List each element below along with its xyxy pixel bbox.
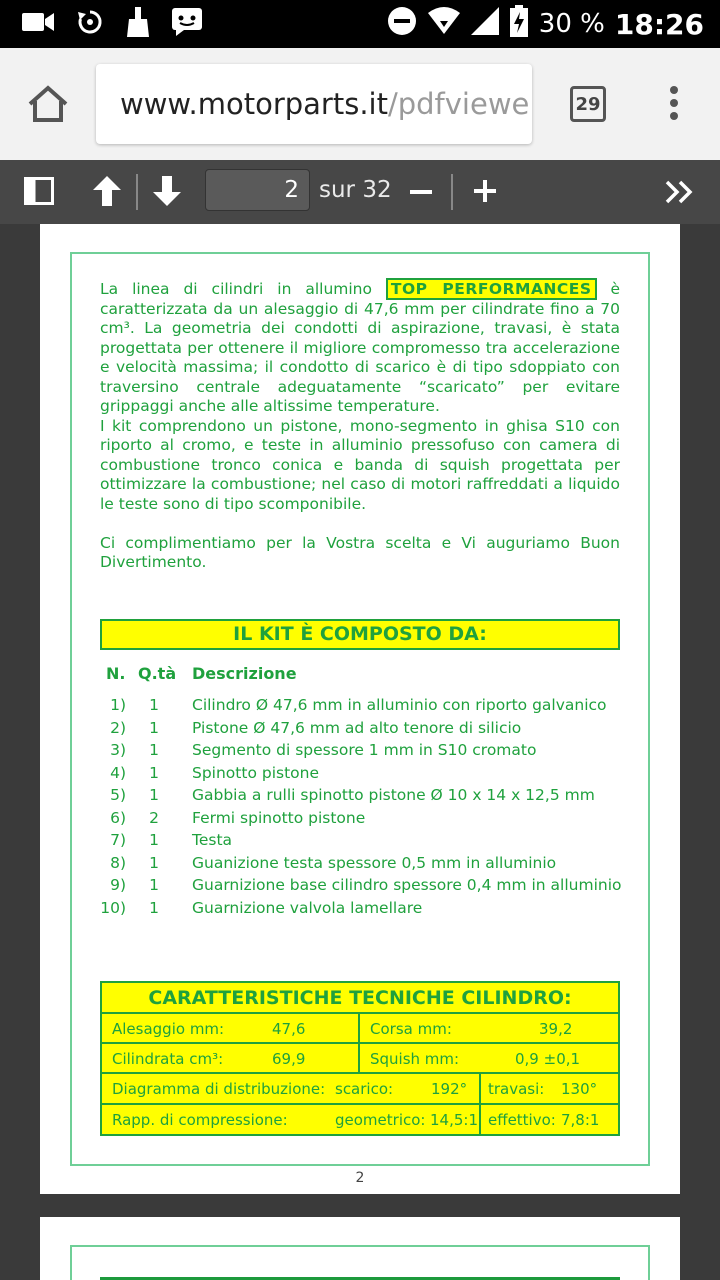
spec-table: [100, 981, 620, 1136]
kit-item-number: 4): [110, 763, 126, 782]
intro-paragraph-1: La geometria dei condotti di aspirazione, travasi, è stata progettata per ottenere il migliore compromesso tra accelerazione e velocità massima; il condotto di scarico è di tipo sdoppiato con traversino centrale adeguatamente “scaricato” per evitare grippaggi anche alle altissime temperature.: [100, 319, 620, 415]
kit-item-description: Spinotto pistone: [192, 763, 319, 782]
page-number-input[interactable]: 2: [205, 169, 310, 211]
kit-item-row: [100, 764, 640, 787]
geometric-value: 14,5:1: [430, 1111, 478, 1129]
home-icon[interactable]: [26, 84, 70, 124]
displacement-label: Cilindrata cm³:: [112, 1050, 224, 1068]
previous-page-icon[interactable]: [92, 174, 122, 212]
kit-item-row: [100, 899, 640, 922]
kit-header-qty: Q.tà: [138, 664, 177, 683]
chat-icon: [172, 8, 202, 40]
kit-item-qty: 1: [149, 696, 159, 714]
url-bar[interactable]: [96, 64, 532, 144]
kit-item-row: [100, 719, 640, 742]
broom-icon: [126, 7, 150, 41]
kit-item-row: [100, 854, 640, 877]
next-page-icon[interactable]: [152, 174, 182, 212]
exhaust-label: scarico:: [335, 1080, 394, 1098]
kit-item-number: 6): [110, 808, 126, 827]
sync-icon: [76, 8, 104, 40]
url-host: www.motorparts.it: [120, 87, 388, 121]
sidebar-toggle-icon[interactable]: [24, 177, 54, 209]
bore-value: 47,6: [272, 1020, 306, 1038]
kit-item-description: Testa: [192, 831, 233, 849]
kit-item-qty: 1: [149, 831, 159, 849]
kit-item-row: [100, 696, 640, 719]
kit-item-description: Guarnizione valvola lamellare: [192, 898, 423, 917]
kit-item-description: Gabbia a rulli spinotto pistone Ø 10 x 14 x 12,5 mm: [192, 786, 595, 804]
stroke-label: Corsa mm:: [370, 1020, 452, 1038]
pdf-page-next: [40, 1217, 680, 1280]
signal-icon: [471, 7, 499, 42]
zoom-out-icon[interactable]: [410, 190, 432, 194]
transfer-label: travasi:: [488, 1080, 545, 1098]
spec-title: CARATTERISTICHE TECNICHE CILINDRO:: [148, 987, 572, 1009]
kit-item-number: 3): [110, 741, 126, 759]
page-total-label: sur 32: [319, 177, 392, 203]
geometric-label: geometrico:: [335, 1111, 426, 1129]
kit-item-qty: 2: [149, 808, 159, 827]
squish-value: 0,9 ±0,1: [515, 1050, 581, 1068]
kit-item-row: [100, 741, 640, 764]
clock: 18:26: [614, 7, 704, 41]
effective-value: 7,8:1: [561, 1111, 600, 1129]
displacement-value: 69,9: [272, 1050, 306, 1068]
kit-item-description: Cilindro Ø 47,6 mm in alluminio con riporto galvanico: [192, 696, 607, 714]
stroke-value: 39,2: [539, 1020, 573, 1038]
kit-list: [100, 696, 640, 921]
squish-label: Squish mm:: [370, 1050, 460, 1068]
page-number-footer: 2: [355, 1170, 365, 1186]
kit-item-row: [100, 831, 640, 854]
kit-item-row: [100, 876, 640, 899]
exhaust-value: 192°: [431, 1080, 468, 1098]
kit-item-description: Fermi spinotto pistone: [192, 808, 366, 827]
kit-item-qty: 1: [149, 786, 159, 804]
kit-item-number: 2): [110, 718, 126, 737]
kit-item-number: 7): [110, 831, 126, 849]
kit-item-row: [100, 786, 640, 809]
browser-toolbar: [0, 48, 720, 160]
intro-paragraph-2: I kit comprendono un pistone, mono-segmento in ghisa S10 con riporto al cromo, e teste in alluminio pressofuso con camera di combustione tronco conica e banda di squish progettata per ottimizzare la combustione; nel caso di motori raffreddati a liquido le teste sono di tipo scomponibile.: [100, 416, 620, 513]
timing-label: Diagramma di distribuzione:: [112, 1080, 326, 1098]
bore-label: Alesaggio mm:: [112, 1020, 225, 1038]
kit-item-qty: 1: [149, 718, 159, 737]
video-camera-icon: [22, 11, 54, 37]
toolbar-separator: [451, 174, 453, 210]
battery-icon: [509, 5, 529, 44]
kit-item-qty: 1: [149, 876, 159, 894]
kit-item-number: 8): [110, 853, 126, 872]
page-border: [70, 1245, 650, 1280]
toolbar-separator: [136, 174, 138, 210]
kit-item-qty: 1: [149, 763, 159, 782]
kit-header-n: N.: [106, 664, 126, 683]
intro-line-pre: La linea di cilindri in allumino: [100, 280, 386, 298]
battery-percent: 30 %: [538, 9, 605, 39]
intro-paragraph-3: Ci complimentiamo per la Vostra scelta e Vi auguriamo Buon Divertimento.: [100, 533, 620, 571]
pdf-document-view[interactable]: [0, 224, 720, 1280]
transfer-value: 130°: [561, 1080, 598, 1098]
kit-item-number: 10): [100, 898, 126, 917]
wifi-icon: [427, 7, 461, 42]
zoom-in-icon[interactable]: [474, 180, 496, 202]
kit-item-number: 9): [110, 876, 126, 894]
kit-item-description: Guarnizione base cilindro spessore 0,4 mm in alluminio: [192, 876, 622, 894]
kit-item-row: [100, 809, 640, 832]
status-bar: [0, 0, 720, 48]
kit-item-qty: 1: [149, 853, 159, 872]
kit-item-qty: 1: [149, 741, 159, 759]
pdf-toolbar: [0, 160, 720, 224]
effective-label: effettivo:: [488, 1111, 556, 1129]
overflow-menu-icon[interactable]: [666, 86, 682, 126]
tab-switcher-button[interactable]: 29: [570, 86, 606, 122]
intro-text: [100, 280, 620, 573]
intro-line-post: è caratterizzata da un alesaggio di 47,6 mm per cilindrate fino a 70 cm³.: [100, 280, 621, 337]
kit-item-qty: 1: [149, 898, 159, 917]
kit-title: IL KIT È COMPOSTO DA:: [100, 619, 620, 650]
kit-item-description: Segmento di spessore 1 mm in S10 cromato: [192, 741, 537, 759]
pdf-page: [40, 224, 680, 1194]
kit-item-description: Pistone Ø 47,6 mm ad alto tenore di silicio: [192, 718, 522, 737]
kit-item-number: 5): [110, 786, 126, 804]
do-not-disturb-icon: [387, 6, 417, 43]
double-chevron-right-icon[interactable]: [664, 180, 696, 208]
url-path: /pdfviewe: [387, 87, 530, 121]
kit-item-number: 1): [110, 696, 126, 714]
top-performances-highlight: TOP PERFORMANCES: [386, 278, 597, 300]
kit-item-description: Guanizione testa spessore 0,5 mm in alluminio: [192, 853, 557, 872]
compression-label: Rapp. di compressione:: [112, 1111, 288, 1129]
kit-header-desc: Descrizione: [192, 664, 297, 683]
